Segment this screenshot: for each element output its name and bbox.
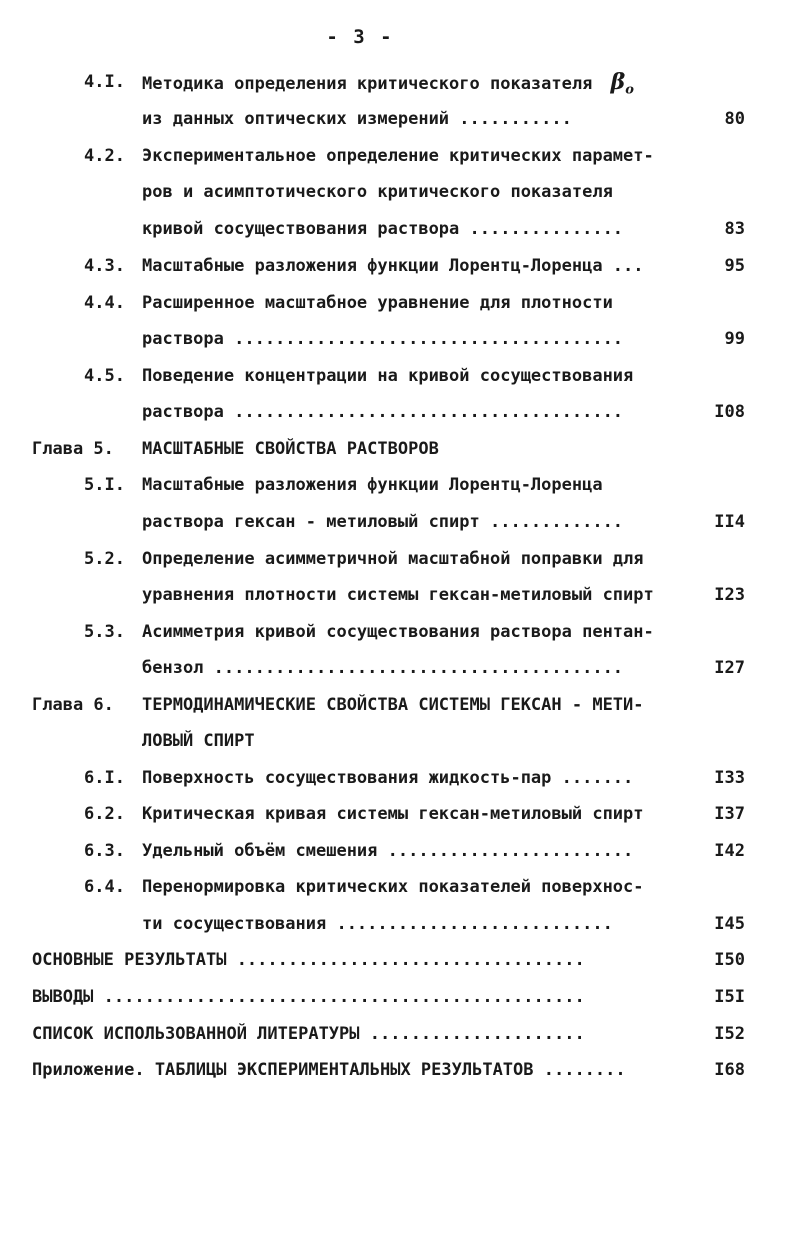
main-results-entry: ОСНОВНЫЕ РЕЗУЛЬТАТЫ ..................................: [32, 950, 585, 970]
section-4-1-title-line2: из данных оптических измерений ...........: [142, 109, 572, 129]
section-5-2-number: 5.2.: [84, 549, 125, 569]
section-4-2-number: 4.2.: [84, 146, 125, 166]
section-4-2-title-line1: Экспериментальное определение критических парамет-: [142, 146, 654, 166]
section-4-5-title-line1: Поведение концентрации на кривой сосуществования: [142, 366, 634, 386]
main-results-page: I50: [714, 950, 745, 970]
section-5-1-page: II4: [714, 512, 745, 532]
beta-subscript: o: [625, 82, 634, 98]
section-6-4-number: 6.4.: [84, 877, 125, 897]
section-6-1-page: I33: [714, 768, 745, 788]
section-4-5-title-line2: раствора ......................................: [142, 402, 624, 422]
beta-symbol: β: [610, 69, 626, 95]
section-4-2-title-line3: кривой сосуществования раствора ...............: [142, 219, 624, 239]
chapter-6-title-line1: ТЕРМОДИНАМИЧЕСКИЕ СВОЙСТВА СИСТЕМЫ ГЕКСАН - МЕТИ-: [142, 695, 644, 715]
section-5-1-title-line1: Масштабные разложения функции Лорентц-Лоренца: [142, 475, 603, 495]
section-4-4-page: 99: [724, 329, 745, 349]
section-5-3-number: 5.3.: [84, 622, 125, 642]
section-4-1-title: [142, 64, 702, 100]
section-6-3-number: 6.3.: [84, 841, 125, 861]
section-6-3-page: I42: [714, 841, 745, 861]
appendix-page: I68: [714, 1060, 745, 1080]
section-6-1-number: 6.I.: [84, 768, 125, 788]
section-4-1-page: 80: [724, 109, 745, 129]
section-6-4-page: I45: [714, 914, 745, 934]
section-4-3-title: Масштабные разложения функции Лорентц-Лоренца ...: [142, 256, 644, 276]
section-4-5-number: 4.5.: [84, 366, 125, 386]
section-4-2-page: 83: [724, 219, 745, 239]
section-5-2-title-line1: Определение асимметричной масштабной поправки для: [142, 549, 644, 569]
references-page: I52: [714, 1024, 745, 1044]
section-6-4-title-line1: Перенормировка критических показателей поверхнос-: [142, 877, 644, 897]
section-6-2-title: Критическая кривая системы гексан-метиловый спирт: [142, 804, 644, 824]
section-5-3-title-line2: бензол ........................................: [142, 658, 624, 678]
section-5-2-title-line2: уравнения плотности системы гексан-метиловый спирт: [142, 585, 654, 605]
section-4-1-number: 4.I.: [84, 72, 125, 92]
page-number: - 3 -: [326, 26, 394, 48]
appendix-entry: Приложение. ТАБЛИЦЫ ЭКСПЕРИМЕНТАЛЬНЫХ РЕЗУЛЬТАТОВ ........: [32, 1060, 626, 1080]
section-6-3-title: Удельный объём смешения ........................: [142, 841, 634, 861]
conclusions-page: I5I: [714, 987, 745, 1007]
chapter-6-label: Глава 6.: [32, 695, 114, 715]
section-6-1-title: Поверхность сосуществования жидкость-пар .......: [142, 768, 634, 788]
section-4-3-page: 95: [724, 256, 745, 276]
section-4-5-page: I08: [714, 402, 745, 422]
section-6-4-title-line2: ти сосуществования ...........................: [142, 914, 613, 934]
section-4-4-number: 4.4.: [84, 293, 125, 313]
section-6-2-page: I37: [714, 804, 745, 824]
section-6-2-number: 6.2.: [84, 804, 125, 824]
chapter-6-title-line2: ЛОВЫЙ СПИРТ: [142, 731, 255, 751]
conclusions-entry: ВЫВОДЫ ...............................................: [32, 987, 585, 1007]
chapter-5-title: МАСШТАБНЫЕ СВОЙСТВА РАСТВОРОВ: [142, 439, 439, 459]
section-5-1-title-line2: раствора гексан - метиловый спирт .............: [142, 512, 624, 532]
chapter-5-label: Глава 5.: [32, 439, 114, 459]
section-5-1-number: 5.I.: [84, 475, 125, 495]
section-4-1-title-line1: Методика определения критического показателя: [142, 74, 593, 94]
section-5-2-page: I23: [714, 585, 745, 605]
section-5-3-title-line1: Асимметрия кривой сосуществования раствора пентан-: [142, 622, 654, 642]
section-4-2-title-line2: ров и асимптотического критического показателя: [142, 182, 613, 202]
references-entry: СПИСОК ИСПОЛЬЗОВАННОЙ ЛИТЕРАТУРЫ .....................: [32, 1024, 585, 1044]
section-4-3-number: 4.3.: [84, 256, 125, 276]
section-5-3-page: I27: [714, 658, 745, 678]
section-4-4-title-line1: Расширенное масштабное уравнение для плотности: [142, 293, 613, 313]
section-4-4-title-line2: раствора ......................................: [142, 329, 624, 349]
